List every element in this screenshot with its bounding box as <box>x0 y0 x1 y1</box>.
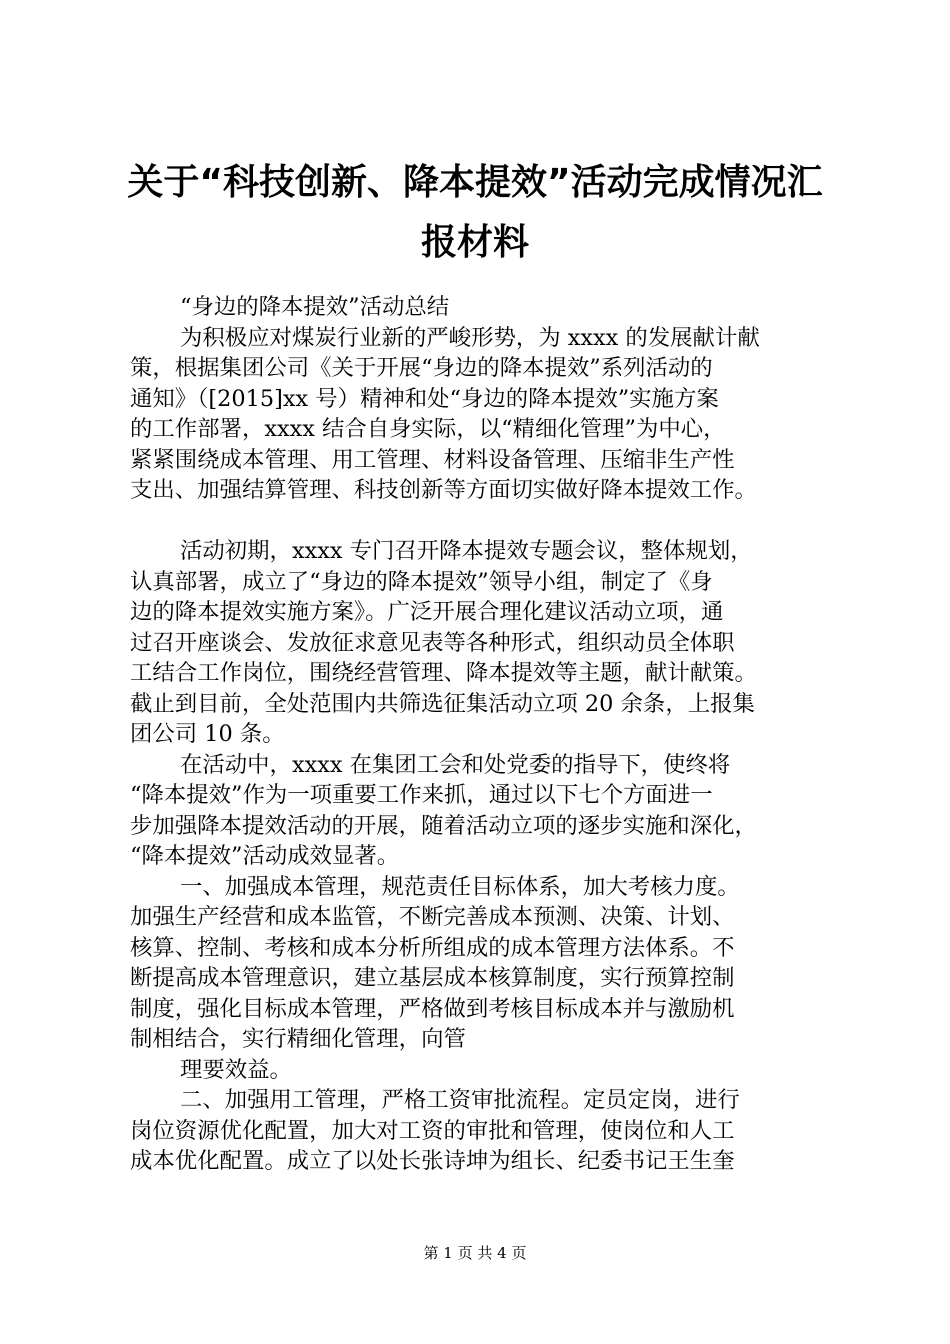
paragraph-line: 通知》（[2015]xx 号）精神和处“身边的降本提效”实施方案 <box>130 385 719 412</box>
page-footer: 第 1 页 共 4 页 <box>423 1244 527 1262</box>
document-title-line-2: 报材料 <box>420 222 529 263</box>
paragraph-line: 策，根据集团公司《关于开展“身边的降本提效”系列活动的 <box>130 355 713 381</box>
paragraph-line: 的工作部署，xxxx 结合自身实际，以“精细化管理”为中心， <box>130 416 726 442</box>
paragraph-line: 过召开座谈会、发放征求意见表等各种形式，组织动员全体职 <box>130 629 735 656</box>
paragraph-line: 制度，强化目标成本管理，严格做到考核目标成本并与激励机 <box>130 995 735 1022</box>
paragraph-line: 步加强降本提效活动的开展，随着活动立项的逐步实施和深化， <box>130 812 757 839</box>
paragraph-line: 活动初期，xxxx 专门召开降本提效专题会议，整体规划， <box>180 538 753 564</box>
paragraph-line: 团公司 10 条。 <box>130 721 285 747</box>
paragraph-spacer <box>130 506 830 537</box>
paragraph-line: 一、加强成本管理，规范责任目标体系，加大考核力度。 <box>180 873 740 900</box>
document-title-line-1: 关于“科技创新、降本提效”活动完成情况汇 <box>127 162 823 203</box>
paragraph-line: “降本提效”活动成效显著。 <box>130 843 400 869</box>
paragraph-line: 紧紧围绕成本管理、用工管理、材料设备管理、压缩非生产性 <box>130 446 735 473</box>
section-heading: “身边的降本提效”活动总结 <box>180 294 450 320</box>
paragraph-line: 岗位资源优化配置，加大对工资的审批和管理，使岗位和人工 <box>130 1117 735 1144</box>
paragraph-line: 认真部署，成立了“身边的降本提效”领导小组，制定了《身 <box>130 568 713 595</box>
paragraph-line: 理要效益。 <box>180 1056 292 1083</box>
paragraph-line: 边的降本提效实施方案》。广泛开展合理化建议活动立项，通 <box>130 599 724 625</box>
document-body <box>130 292 830 1177</box>
paragraph-line: 在活动中，xxxx 在集团工会和处党委的指导下，使终将 <box>180 751 731 778</box>
paragraph-line: 断提高成本管理意识，建立基层成本核算制度，实行预算控制 <box>130 965 735 991</box>
paragraph-line: 截止到目前，全处范围内共筛选征集活动立项 20 余条，上报集 <box>130 690 755 717</box>
paragraph-line: 核算、控制、考核和成本分析所组成的成本管理方法体系。不 <box>130 934 735 961</box>
paragraph-line: 二、加强用工管理，严格工资审批流程。定员定岗，进行 <box>180 1087 740 1113</box>
paragraph-line: 为积极应对煤炭行业新的严峻形势，为 xxxx 的发展献计献 <box>180 324 760 351</box>
paragraph-line: 制相结合，实行精细化管理，向管 <box>130 1026 466 1052</box>
paragraph-line: 支出、加强结算管理、科技创新等方面切实做好降本提效工作。 <box>130 477 757 503</box>
paragraph-line: 成本优化配置。成立了以处长张诗坤为组长、纪委书记王生奎 <box>130 1148 735 1174</box>
paragraph-line: 工结合工作岗位，围绕经营管理、降本提效等主题，献计献策。 <box>130 660 757 686</box>
paragraph-line: “降本提效”作为一项重要工作来抓，通过以下七个方面进一 <box>130 782 713 808</box>
paragraph-line: 加强生产经营和成本监管，不断完善成本预测、决策、计划、 <box>130 904 735 930</box>
